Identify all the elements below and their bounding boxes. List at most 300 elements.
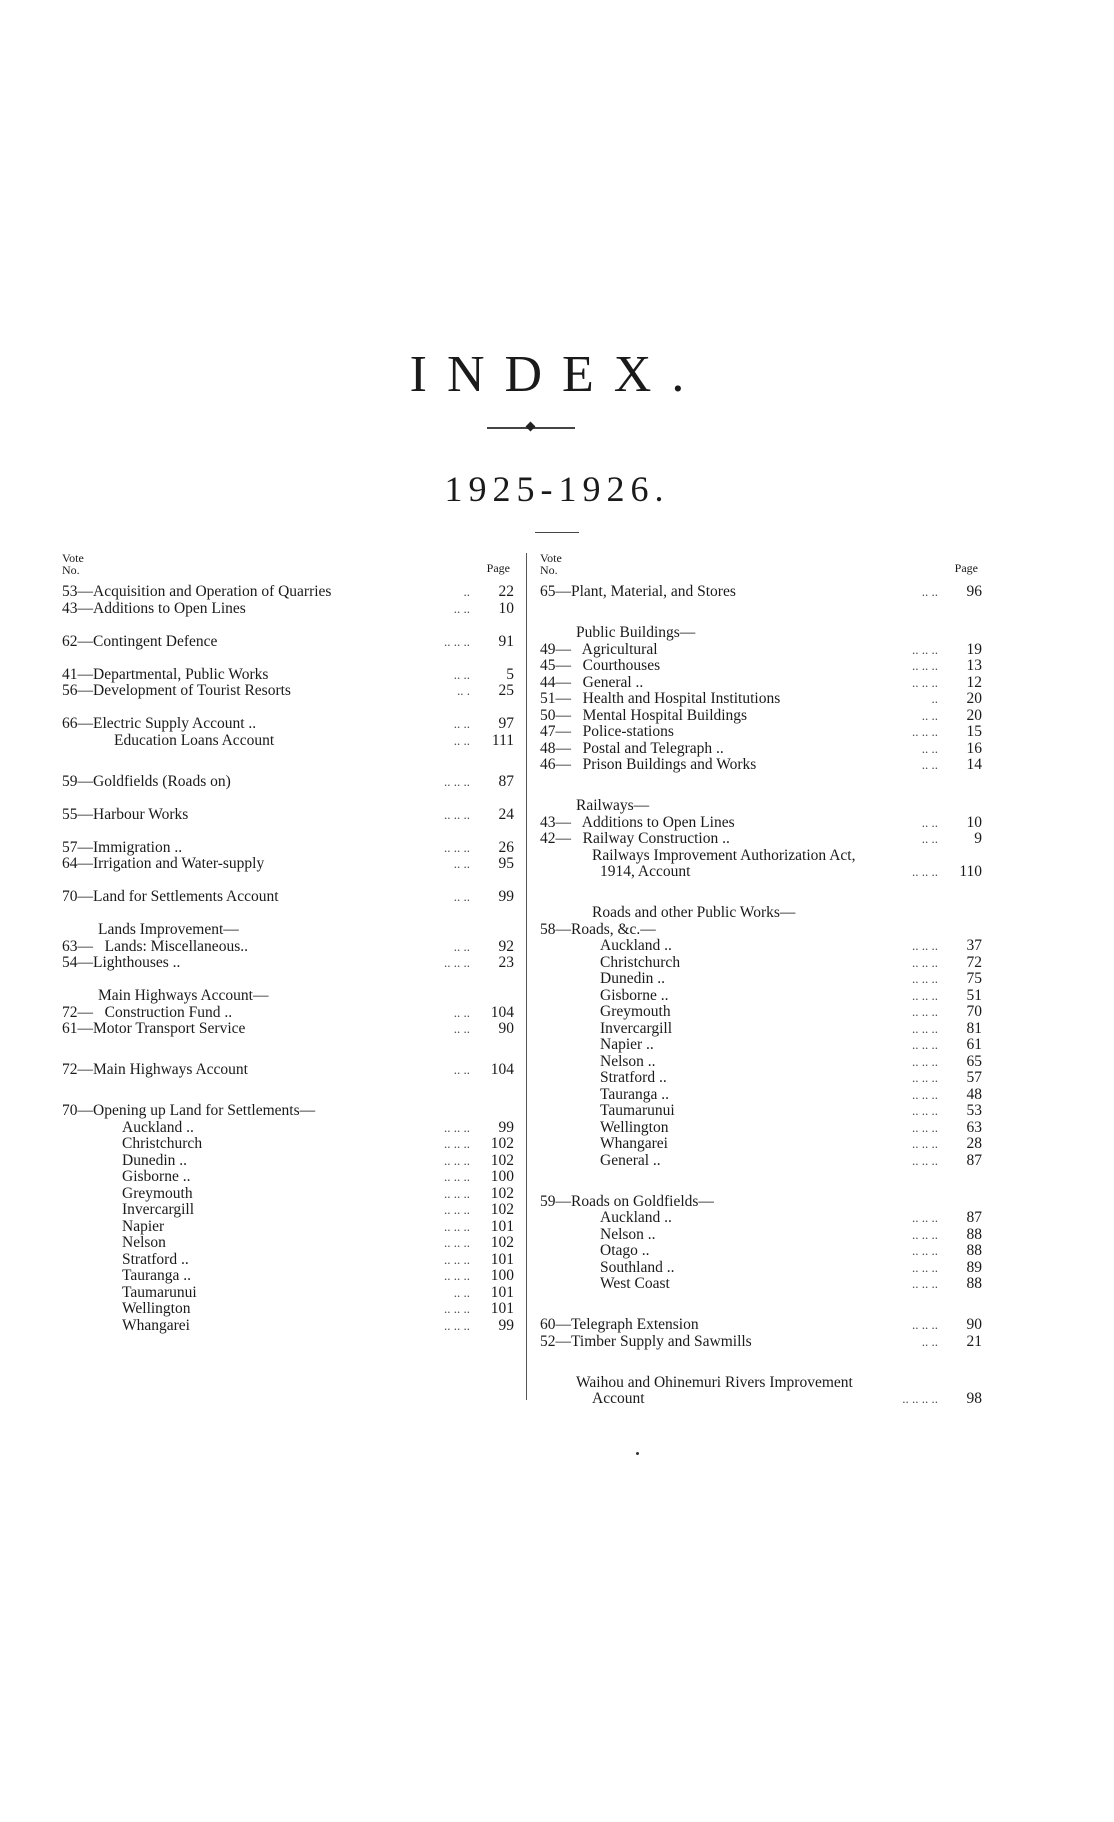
entry-page-number: 96 (966, 583, 982, 600)
index-entry (540, 1037, 982, 1054)
entry-page-number: 25 (498, 682, 514, 699)
index-entry (540, 1087, 982, 1104)
index-entry (62, 733, 514, 750)
entry-title: 72—Main Highways Account (62, 1061, 248, 1078)
entry-page-number: 110 (959, 863, 982, 880)
index-entry (540, 658, 982, 675)
entry-title: General .. (600, 1151, 661, 1169)
index-entry (540, 955, 982, 972)
entry-page-number: 102 (490, 1201, 514, 1218)
dot-leader: .. .. .. (444, 1202, 470, 1217)
entry-page-number: 87 (498, 772, 514, 790)
dot-leader: .. .. .. (912, 641, 938, 657)
entry-page-number: 21 (966, 1332, 982, 1350)
entry-title: 46— Prison Buildings and Works (540, 756, 757, 773)
spacer (62, 1038, 514, 1055)
entry-page-number: 101 (490, 1250, 514, 1268)
dot-leader: .. .. .. (912, 1276, 938, 1291)
entry-title: 59—Roads on Goldfields— (540, 1192, 714, 1210)
entry-page-number: 104 (490, 1061, 514, 1078)
right-column (540, 550, 982, 1408)
dot-leader: .. .. .. (444, 773, 470, 789)
column-divider (526, 553, 527, 1400)
entry-page-number: 92 (498, 937, 514, 955)
dot-leader: .. .. .. (912, 1226, 938, 1242)
index-entry (540, 642, 982, 659)
entry-title: 43—Additions to Open Lines (62, 599, 246, 617)
entry-title: 41—Departmental, Public Works (62, 665, 269, 683)
spacer (62, 700, 514, 717)
spacer (540, 1293, 982, 1310)
entry-title: 1914, Account (600, 863, 691, 880)
spacer (62, 650, 514, 667)
entry-page-number: 23 (498, 954, 514, 971)
entry-page-number: 87 (966, 1209, 982, 1226)
index-entry (540, 922, 982, 939)
entry-title: Napier .. (600, 1036, 654, 1053)
dot-leader: .. .. .. (912, 1103, 938, 1118)
spacer (540, 881, 982, 898)
index-entry (62, 807, 514, 824)
entry-title: Otago .. (600, 1242, 650, 1259)
dot-leader: .. .. .. (444, 806, 470, 822)
spacer (540, 1350, 982, 1367)
entry-title: Main Highways Account— (98, 987, 269, 1004)
entry-title: 52—Timber Supply and Sawmills (540, 1332, 752, 1350)
dot-leader: .. .. .. (912, 1136, 938, 1151)
entry-page-number: 61 (966, 1036, 982, 1053)
entry-title: 61—Motor Transport Service (62, 1020, 246, 1037)
entry-page-number: 75 (966, 970, 982, 987)
entry-title: Invercargill (600, 1019, 673, 1037)
index-title: INDEX. (409, 346, 705, 403)
index-entry (62, 840, 514, 857)
entry-page-number: 91 (498, 632, 514, 650)
index-entry (540, 1391, 982, 1408)
index-entry (62, 716, 514, 733)
year-range: 1925-1926. (444, 469, 670, 509)
entry-title: Napier (122, 1217, 165, 1235)
left-column (62, 550, 514, 1334)
index-entry (62, 1318, 514, 1335)
spacer (540, 601, 982, 618)
dot-leader: .. (931, 691, 938, 706)
dot-leader: .. .. .. (912, 1210, 938, 1225)
entry-page-number: 101 (490, 1283, 514, 1301)
dot-leader: .. .. .. (912, 1053, 938, 1069)
index-entry (62, 939, 514, 956)
short-rule (535, 532, 579, 533)
index-entry (540, 625, 982, 642)
dot-leader: .. .. .. (912, 1070, 938, 1085)
entry-title: 47— Police-stations (540, 723, 674, 740)
index-entry (62, 601, 514, 618)
entry-page-number: 88 (966, 1275, 982, 1292)
dot-leader: .. .. .. (912, 658, 938, 673)
dot-leader: .. .. .. (444, 1169, 470, 1184)
entry-title: Railways Improvement Authorization Act, (592, 846, 856, 864)
entry-title: Education Loans Account (114, 731, 275, 749)
entry-page-number: 101 (490, 1217, 514, 1235)
entry-page-number: 99 (498, 1316, 514, 1334)
entry-page-number: 88 (966, 1225, 982, 1243)
index-entry (540, 1243, 982, 1260)
index-entry (62, 1285, 514, 1302)
dot-leader: .. .. (921, 740, 938, 756)
entry-title: 45— Courthouses (540, 657, 661, 674)
right-entries (540, 584, 982, 1408)
entry-title: Invercargill (122, 1201, 195, 1218)
vote-no-label: Vote No. (540, 551, 562, 577)
right-column-header (540, 550, 982, 584)
dot-leader: .. .. (453, 1004, 470, 1020)
dot-leader: .. .. (921, 707, 938, 723)
dot-leader: .. .. (453, 1284, 470, 1300)
entry-page-number: 88 (966, 1242, 982, 1259)
entry-page-number: 24 (498, 805, 514, 823)
dot-leader: .. .. .. (444, 955, 470, 970)
index-entry (540, 691, 982, 708)
entry-title: 72— Construction Fund .. (62, 1003, 233, 1021)
entry-page-number: 20 (966, 690, 982, 707)
entry-page-number: 65 (966, 1052, 982, 1070)
dot-leader: .. (463, 584, 470, 599)
index-entry (540, 757, 982, 774)
dot-leader: .. .. .. (444, 1119, 470, 1135)
spacer (62, 823, 514, 840)
entry-title: Tauranga .. (600, 1085, 670, 1103)
entry-title: 50— Mental Hospital Buildings (540, 706, 748, 724)
dot-leader: .. .. .. (912, 1020, 938, 1036)
entry-title: Taumarunui (600, 1102, 675, 1119)
dot-leader: .. .. .. (444, 1301, 470, 1316)
entry-title: 63— Lands: Miscellaneous.. (62, 937, 248, 955)
spacer (62, 906, 514, 923)
entry-title: Auckland .. (122, 1118, 194, 1136)
entry-page-number: 28 (966, 1135, 982, 1152)
index-entry (62, 1169, 514, 1186)
dot-leader: .. .. .. (444, 1317, 470, 1333)
entry-title: 70—Land for Settlements Account (62, 888, 279, 905)
dot-leader: .. .. .. (912, 938, 938, 953)
dot-leader: .. .. .. (912, 1004, 938, 1019)
entry-page-number: 97 (498, 715, 514, 732)
entry-page-number: 19 (966, 640, 982, 658)
dot-leader: .. .. .. (912, 1152, 938, 1168)
dot-leader: .. .. (453, 1021, 470, 1036)
spacer (62, 617, 514, 634)
index-entry (62, 1301, 514, 1318)
index-entry (62, 856, 514, 873)
entry-page-number: 10 (498, 599, 514, 617)
entry-page-number: 51 (966, 986, 982, 1004)
dot-leader: .. .. .. (444, 633, 470, 649)
index-entry (62, 1120, 514, 1137)
entry-page-number: 14 (966, 756, 982, 773)
entry-title: Wellington (600, 1118, 669, 1136)
entry-page-number: 102 (490, 1135, 514, 1152)
index-entry (540, 1334, 982, 1351)
index-entry (62, 988, 514, 1005)
entry-title: 42— Railway Construction .. (540, 830, 730, 847)
entry-title: Account (592, 1390, 645, 1407)
entry-page-number: 57 (966, 1069, 982, 1086)
entry-page-number: 99 (498, 888, 514, 905)
dot-leader: .. .. (453, 856, 470, 871)
dot-leader: .. .. .. (912, 1243, 938, 1258)
dot-leader: .. .. .. (444, 1136, 470, 1151)
ornament-rule (487, 427, 575, 429)
entry-title: Waihou and Ohinemuri Rivers Improvement (576, 1373, 853, 1391)
entry-page-number: 90 (966, 1316, 982, 1333)
entry-title: 48— Postal and Telegraph .. (540, 739, 724, 757)
vote-no-label: Vote No. (62, 551, 84, 577)
entry-page-number: 100 (490, 1168, 514, 1185)
spacer (62, 749, 514, 766)
entry-title: Nelson (122, 1234, 166, 1251)
spacer (62, 1079, 514, 1096)
entry-title: 57—Immigration .. (62, 838, 183, 856)
entry-page-number: 37 (966, 937, 982, 954)
entry-title: 60—Telegraph Extension (540, 1316, 699, 1333)
entry-page-number: 98 (966, 1390, 982, 1407)
index-entry (540, 798, 982, 815)
entry-page-number: 72 (966, 953, 982, 971)
dot-leader: .. .. (453, 938, 470, 954)
index-entry (540, 815, 982, 832)
entry-page-number: 104 (490, 1003, 514, 1021)
entry-page-number: 48 (966, 1085, 982, 1103)
entry-title: 49— Agricultural (540, 640, 658, 658)
entry-title: Gisborne .. (600, 986, 669, 1004)
index-entry (540, 971, 982, 988)
index-entry (62, 1136, 514, 1153)
dot-leader: .. .. (453, 666, 470, 682)
dot-leader: .. .. .. (912, 864, 938, 879)
entry-page-number: 26 (498, 838, 514, 856)
index-entry (62, 667, 514, 684)
entry-page-number: 15 (966, 723, 982, 740)
index-entry (62, 1062, 514, 1079)
entry-page-number: 13 (966, 657, 982, 674)
entry-page-number: 87 (966, 1151, 982, 1169)
entry-title: 58—Roads, &c.— (540, 920, 656, 938)
index-entry (62, 1219, 514, 1236)
index-entry (540, 831, 982, 848)
dot-leader: .. .. .. (912, 1119, 938, 1135)
entry-page-number: 63 (966, 1118, 982, 1136)
index-entry (62, 1252, 514, 1269)
index-entry (62, 889, 514, 906)
entry-title: Gisborne .. (122, 1168, 191, 1185)
dot-leader: .. .. .. (444, 1268, 470, 1283)
dot-leader: .. .. .. (912, 1259, 938, 1275)
entry-title: Taumarunui (122, 1283, 197, 1301)
entry-page-number: 53 (966, 1102, 982, 1119)
dot-leader: .. .. .. (912, 954, 938, 970)
index-entry (540, 848, 982, 865)
index-entry (540, 1375, 982, 1392)
entry-page-number: 70 (966, 1003, 982, 1020)
entry-title: 70—Opening up Land for Settlements— (62, 1102, 316, 1119)
entry-page-number: 89 (966, 1258, 982, 1276)
entry-title: Greymouth (600, 1003, 671, 1020)
dot-leader: .. . (457, 683, 470, 698)
entry-title: 44— General .. (540, 673, 644, 691)
entry-title: 56—Development of Tourist Resorts (62, 682, 291, 699)
index-entry (62, 774, 514, 791)
entry-title: Christchurch (600, 953, 681, 971)
dot-leader: .. .. .. (444, 1218, 470, 1234)
spacer (62, 972, 514, 989)
entry-title: Stratford .. (600, 1069, 667, 1086)
entry-page-number: 102 (490, 1151, 514, 1169)
index-entry (540, 864, 982, 881)
dot-leader: .. .. .. (912, 1037, 938, 1052)
entry-page-number: 95 (498, 855, 514, 872)
index-entry (540, 1317, 982, 1334)
entry-title: 65—Plant, Material, and Stores (540, 583, 736, 600)
entry-title: Auckland .. (600, 937, 672, 954)
index-entry (540, 1004, 982, 1021)
index-entry (62, 1202, 514, 1219)
entry-page-number: 22 (498, 583, 514, 600)
dot-leader: .. .. .. (444, 839, 470, 855)
page-label: Page (954, 561, 978, 575)
dot-leader: .. .. (453, 732, 470, 748)
index-entry (540, 584, 982, 601)
dot-leader: .. .. .. (444, 1152, 470, 1168)
entry-title: Whangarei (122, 1316, 190, 1334)
spacer (62, 790, 514, 807)
index-entry (540, 724, 982, 741)
entry-page-number: 10 (966, 813, 982, 831)
dot-leader: .. .. (453, 1062, 470, 1077)
dot-leader: .. .. .. (912, 724, 938, 739)
left-entries (62, 584, 514, 1334)
spacer (540, 774, 982, 791)
dot-leader: .. .. .. .. (902, 1391, 938, 1406)
dot-leader: .. .. (921, 1333, 938, 1349)
entry-title: 54—Lighthouses .. (62, 954, 181, 971)
index-entry (540, 1120, 982, 1137)
entry-title: 64—Irrigation and Water-supply (62, 855, 265, 872)
entry-title: 51— Health and Hospital Institutions (540, 690, 781, 707)
dot-leader: .. .. .. (444, 1235, 470, 1250)
index-entry (540, 1136, 982, 1153)
entry-title: 59—Goldfields (Roads on) (62, 772, 231, 790)
entry-page-number: 16 (966, 739, 982, 757)
entry-title: Christchurch (122, 1135, 203, 1152)
dot-leader: .. .. .. (912, 987, 938, 1003)
spacer (62, 873, 514, 890)
entry-title: Roads and other Public Works— (592, 904, 796, 921)
entry-page-number: 90 (498, 1020, 514, 1037)
index-entry (540, 741, 982, 758)
entry-page-number: 20 (966, 706, 982, 724)
index-entry (62, 1235, 514, 1252)
spacer (540, 1169, 982, 1186)
entry-title: Dunedin .. (600, 970, 666, 987)
dot-leader: .. .. (453, 600, 470, 616)
entry-title: Auckland .. (600, 1209, 672, 1226)
index-entry (540, 988, 982, 1005)
entry-page-number: 101 (490, 1300, 514, 1317)
index-entry (540, 1194, 982, 1211)
entry-title: 66—Electric Supply Account .. (62, 715, 257, 732)
index-entry (540, 1054, 982, 1071)
entry-title: Southland .. (600, 1258, 675, 1276)
entry-title: 43— Additions to Open Lines (540, 813, 735, 831)
entry-title: Railways— (576, 797, 650, 814)
entry-title: 53—Acquisition and Operation of Quarries (62, 583, 332, 600)
entry-title: Whangarei (600, 1135, 668, 1152)
dot-leader: .. .. (453, 716, 470, 731)
stray-dot (636, 1452, 639, 1455)
entry-title: Greymouth (122, 1184, 193, 1202)
dot-leader: .. .. .. (912, 1317, 938, 1332)
index-entry (540, 938, 982, 955)
left-column-header (62, 550, 514, 584)
index-entry (540, 1021, 982, 1038)
entry-page-number: 81 (966, 1019, 982, 1037)
dot-leader: .. .. .. (444, 1251, 470, 1267)
entry-page-number: 12 (966, 673, 982, 691)
entry-title: Lands Improvement— (98, 921, 239, 938)
entry-title: Public Buildings— (576, 624, 696, 641)
index-entry (540, 1210, 982, 1227)
entry-page-number: 111 (491, 731, 514, 749)
entry-title: Dunedin .. (122, 1151, 188, 1169)
index-entry (540, 1227, 982, 1244)
dot-leader: .. .. (453, 889, 470, 904)
entry-title: Tauranga .. (122, 1267, 192, 1284)
index-entry (540, 675, 982, 692)
index-entry (62, 1021, 514, 1038)
index-entry (62, 922, 514, 939)
dot-leader: .. .. (921, 757, 938, 772)
index-entry (62, 634, 514, 651)
dot-leader: .. .. .. (444, 1185, 470, 1201)
dot-leader: .. .. .. (912, 1086, 938, 1102)
entry-page-number: 102 (490, 1234, 514, 1251)
index-entry (62, 683, 514, 700)
ornament-diamond-icon (526, 422, 536, 432)
entry-title: Stratford .. (122, 1250, 189, 1268)
entry-title: West Coast (600, 1275, 670, 1292)
entry-title: 62—Contingent Defence (62, 632, 218, 650)
index-entry (62, 955, 514, 972)
entry-page-number: 100 (490, 1267, 514, 1284)
dot-leader: .. .. .. (912, 674, 938, 690)
entry-title: Wellington (122, 1300, 191, 1317)
entry-title: Nelson .. (600, 1225, 656, 1243)
index-entry (62, 1268, 514, 1285)
entry-page-number: 102 (490, 1184, 514, 1202)
entry-title: Nelson .. (600, 1052, 656, 1070)
index-entry (540, 905, 982, 922)
entry-title: 55—Harbour Works (62, 805, 189, 823)
page-label: Page (486, 561, 510, 575)
index-entry (62, 1153, 514, 1170)
entry-page-number: 5 (506, 665, 514, 683)
index-entry (540, 1153, 982, 1170)
index-entry (540, 1103, 982, 1120)
index-entry (62, 1186, 514, 1203)
dot-leader: .. .. .. (912, 971, 938, 986)
entry-page-number: 99 (498, 1118, 514, 1136)
dot-leader: .. .. (921, 584, 938, 599)
